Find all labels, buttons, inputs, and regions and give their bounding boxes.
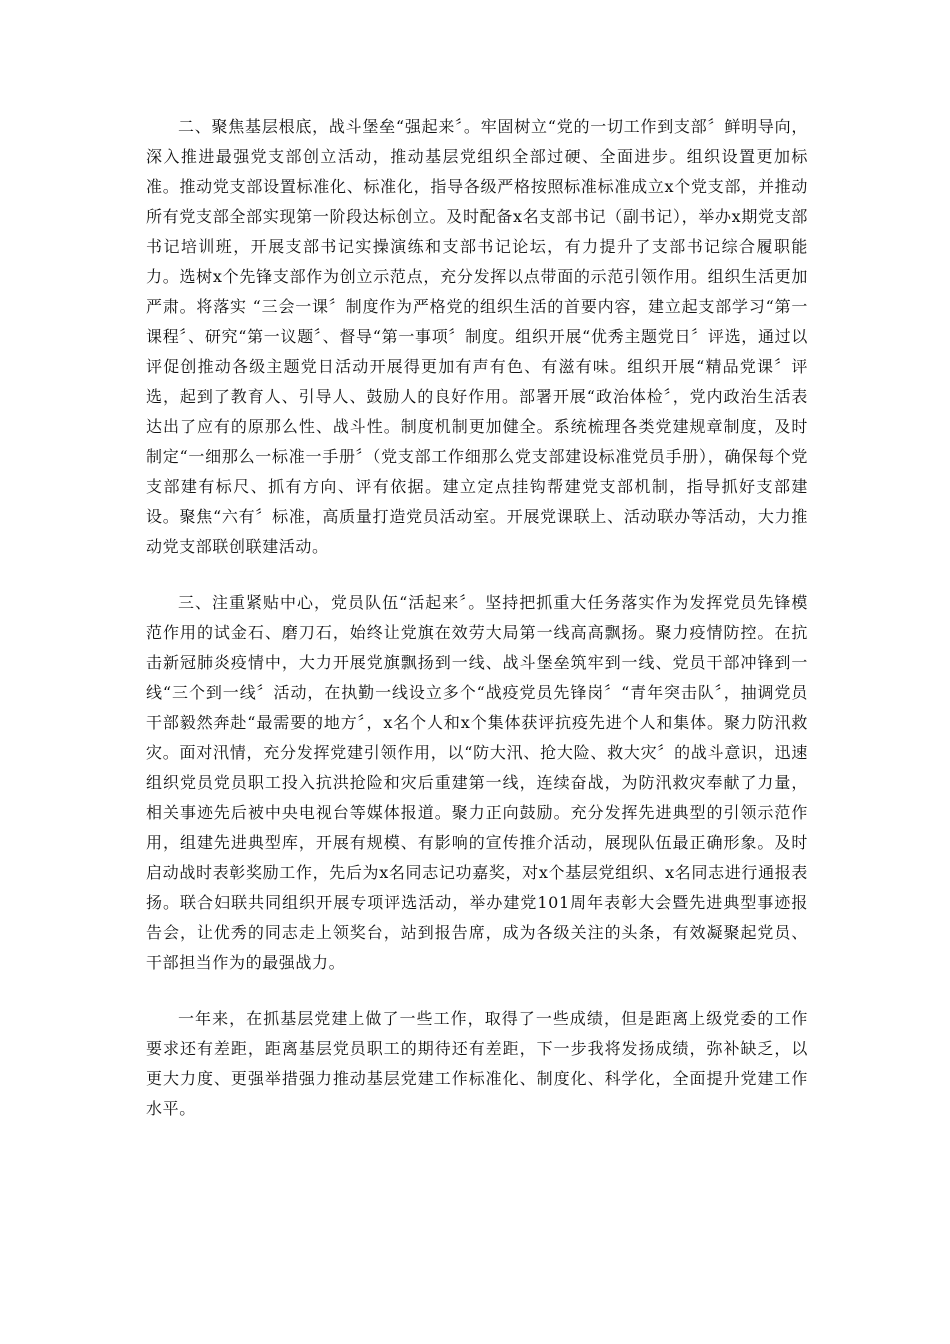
paragraph-section-three: 三、注重紧贴中心，党员队伍“活起来〞。坚持把抓重大任务落实作为发挥党员先锋模范作用的试金石、磨刀石，始终让党旗在效劳大局第一线高高飘扬。聚力疫情防控。在抗击新冠肺炎疫情中，大力开展党旗飘扬到一线、战斗堡垒筑牢到一线、党员干部冲锋到一线“三个到一线〞活动，在执勤一线设立多个“战疫党员先锋岗〞“青年突击队〞，抽调党员干部毅然奔赴“最需要的地方〞，x名个人和x个集体获评抗疫先进个人和集体。聚力防汛救灾。面对汛情，充分发挥党建引领作用，以“防大汛、抢大险、救大灾〞的战斗意识，迅速组织党员党员职工投入抗洪抢险和灾后重建第一线，连续奋战，为防汛救灾奉献了力量，相关事迹先后被中央电视台等媒体报道。聚力正向鼓励。充分发挥先进典型的引领示范作用，组建先进典型库，开展有规模、有影响的宣传推介活动，展现队伍最正确形象。及时启动战时表彰奖励工作，先后为x名同志记功嘉奖，对x个基层党组织、x名同志进行通报表扬。联合妇联共同组织开展专项评选活动，举办建党101周年表彰大会暨先进典型事迹报告会，让优秀的同志走上领奖台，站到报告席，成为各级关注的头条，有效凝聚起党员、干部担当作为的最强战力。 — [146, 593, 808, 972]
paragraph-summary: 一年来，在抓基层党建上做了一些工作，取得了一些成绩，但是距离上级党委的工作要求还有差距，距离基层党员职工的期待还有差距，下一步我将发扬成绩，弥补缺乏，以更大力度、更强举措强力推动基层党建工作标准化、制度化、科学化，全面提升党建工作水平。 — [146, 1009, 808, 1118]
paragraph-section-two: 二、聚焦基层根底，战斗堡垒“强起来〞。牢固树立“党的一切工作到支部〞鲜明导向，深入推进最强党支部创立活动，推动基层党组织全部过硬、全面进步。组织设置更加标准。推动党支部设置标准化、标准化，指导各级严格按照标准标准成立x个党支部，并推动所有党支部全部实现第一阶段达标创立。及时配备x名支部书记（副书记），举办x期党支部书记培训班，开展支部书记实操演练和支部书记论坛，有力提升了支部书记综合履职能力。选树x个先锋支部作为创立示范点，充分发挥以点带面的示范引领作用。组织生活更加严肃。将落实 “三会一课〞制度作为严格党的组织生活的首要内容，建立起支部学习“第一课程〞、研究“第一议题〞、督导“第一事项〞制度。组织开展“优秀主题党日〞评选，通过以评促创推动各级主题党日活动开展得更加有声有色、有滋有味。组织开展“精品党课〞评选，起到了教育人、引导人、鼓励人的良好作用。部署开展“政治体检〞，党内政治生活表达出了应有的原那么性、战斗性。制度机制更加健全。系统梳理各类党建规章制度，及时制定“一细那么一标准一手册〞（党支部工作细那么党支部建设标准党员手册），确保每个党支部建有标尺、抓有方向、评有依据。建立定点挂钩帮建党支部机制，指导抓好支部建设。聚焦“六有〞标准，高质量打造党员活动室。开展党课联上、活动联办等活动，大力推动党支部联创联建活动。 — [146, 117, 808, 556]
document-body — [146, 112, 808, 1150]
